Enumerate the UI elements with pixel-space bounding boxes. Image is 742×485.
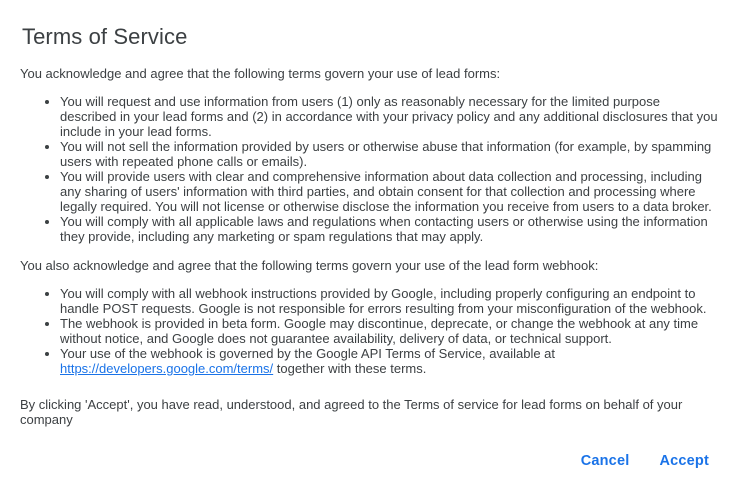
list-item: • You will not sell the information provided by users or otherwise abuse that information (for example, by spamming users with repeated phone calls or emails). bbox=[60, 139, 720, 169]
list-item bbox=[60, 346, 720, 376]
list-item: • You will request and use information from users (1) only as reasonably necessary for the limited purpose described in your lead forms and (2) in accordance with your privacy policy and any additional disclosures that you include in your lead forms. bbox=[60, 94, 720, 139]
api-terms-link[interactable]: https://developers.google.com/terms/ bbox=[60, 361, 274, 376]
lead-forms-terms-list bbox=[20, 94, 720, 244]
page-title: Terms of Service bbox=[22, 24, 188, 49]
list-item: • You will provide users with clear and comprehensive information about data collection and processing, including any sharing of users' information with third parties, and obtain consent for that collection and processing where legally required. You will not license or otherwise disclose the information you receive from users to a data broker. bbox=[60, 169, 720, 214]
dialog-actions bbox=[20, 453, 720, 469]
list-item: • You will comply with all applicable laws and regulations when contacting users or otherwise using the information they provide, including any marketing or spam regulations that may apply. bbox=[60, 214, 720, 244]
list-item: • You will comply with all webhook instructions provided by Google, including properly configuring an endpoint to handle POST requests. Google is not responsible for errors resulting from your misconfiguration of the webhook. bbox=[60, 286, 720, 316]
api-terms-text-after: together with these terms. bbox=[273, 361, 427, 376]
webhook-intro: You also acknowledge and agree that the following terms govern your use of the lead form webhook: bbox=[20, 258, 599, 273]
accept-disclaimer: By clicking 'Accept', you have read, understood, and agreed to the Terms of service for lead forms on behalf of your company bbox=[20, 397, 683, 427]
api-terms-text-before: Your use of the webhook is governed by the Google API Terms of Service, available at bbox=[60, 346, 556, 361]
webhook-terms-list bbox=[20, 286, 720, 376]
lead-forms-intro: You acknowledge and agree that the following terms govern your use of lead forms: bbox=[20, 66, 501, 81]
cancel-button[interactable]: Cancel bbox=[580, 453, 630, 469]
list-item: • The webhook is provided in beta form. Google may discontinue, deprecate, or change the webhook at any time without notice, and Google does not guarantee availability, delivery of data, or technical support. bbox=[60, 316, 720, 346]
accept-button[interactable]: Accept bbox=[659, 453, 709, 469]
